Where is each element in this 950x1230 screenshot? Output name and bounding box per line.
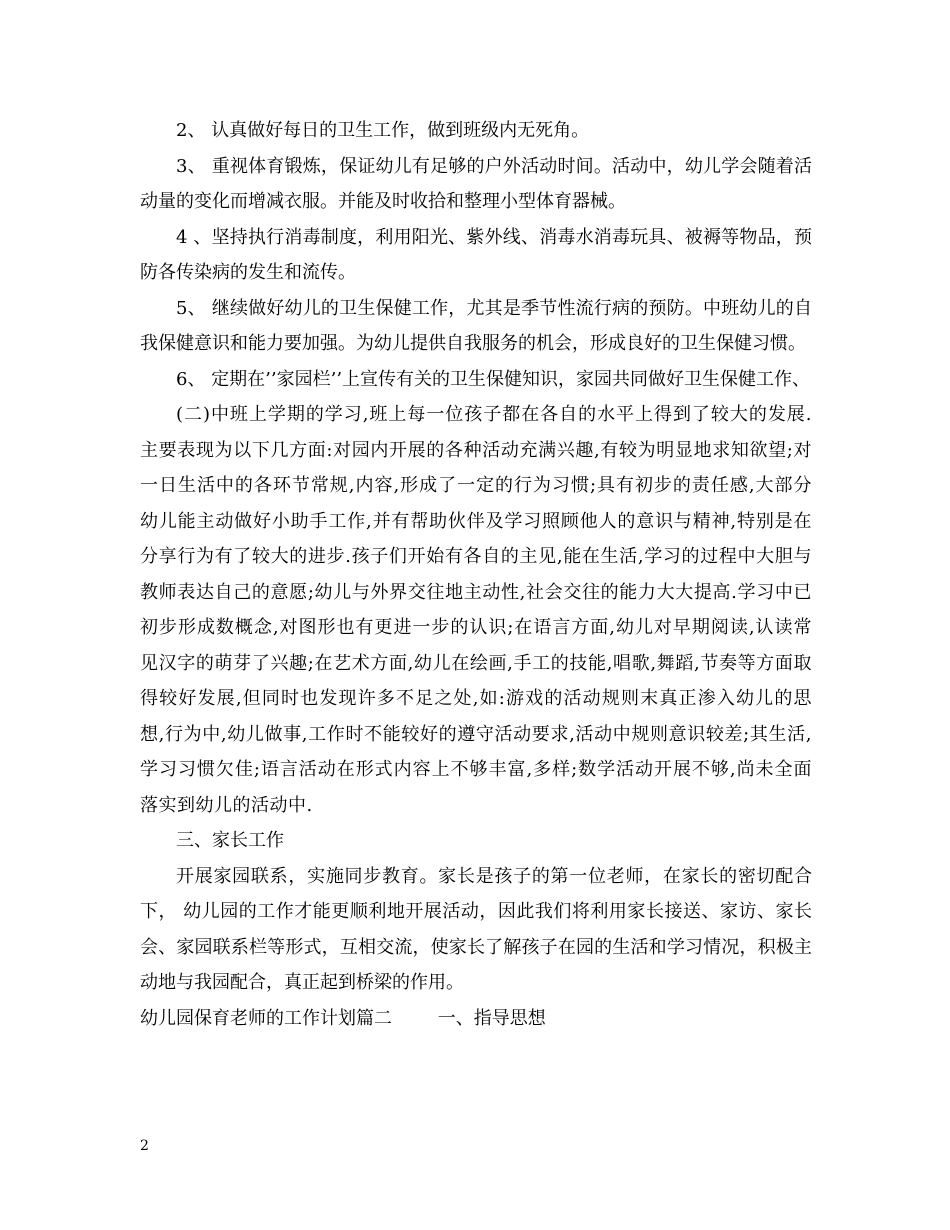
paragraph-item-6: 6、 定期在’’家园栏’’上宣传有关的卫生保健知识，家园共同做好卫生保健工作、 [176, 368, 811, 390]
next-plan-heading [140, 1001, 812, 1037]
paragraph-item-2: 2、 认真做好每日的卫生工作，做到班级内无死角。 [176, 120, 590, 141]
paragraph-parent-work: 开展家园联系，实施同步教育。家长是孩子的第一位老师，在家长的密切配合下， 幼儿园的工作才能更顺利地开展活动，因此我们将利用家长接送、家访、家长会、家园联系栏等形式，互相交流，使家长了解孩子在园的生活和学习情况，积极主动地与我园配合，真正起到桥梁的作用。 [140, 865, 812, 993]
next-plan-title: 幼儿园保育老师的工作计划篇二 [140, 1007, 392, 1029]
paragraph-item-3: 3、 重视体育锻炼，保证幼儿有足够的户外活动时间。活动中，幼儿学会随着活动量的变化而增减衣服。并能及时收拾和整理小型体育器械。 [140, 155, 812, 212]
paragraph-item-5: 5、 继续做好幼儿的卫生保健工作，尤其是季节性流行病的预防。中班幼儿的自我保健意识和能力要加强。为幼儿提供自我服务的机会，形成良好的卫生保健习惯。 [140, 297, 812, 354]
section-heading-parent-work: 三、家长工作 [176, 830, 284, 851]
page-content [140, 113, 812, 1036]
paragraph-item-4: 4 、坚持执行消毒制度，利用阳光、紫外线、消毒水消毒玩具、被褥等物品，预防各传染病的发生和流传。 [140, 226, 812, 283]
next-plan-section: 一、指导思想 [437, 1007, 546, 1029]
paragraph-study-summary: (二)中班上学期的学习,班上每一位孩子都在各自的水平上得到了较大的发展.主要表现为以下几方面:对园内开展的各种活动充满兴趣,有较为明显地求知欲望;对一日生活中的各环节常规,内容,形成了一定的行为习惯;具有初步的责任感,大部分幼儿能主动做好小助手工作,并有帮助伙伴及学习照顾他人的意识与精神,特别是在分享行为有了较大的进步.孩子们开始有各自的主见,能在生活,学习的过程中大胆与教师表达自己的意愿;幼儿与外界交往地主动性,社会交往的能力大大提高.学习中已初步形成数概念,对图形也有更进一步的认识;在语言方面,幼儿对早期阅读,认读常见汉字的萌芽了兴趣;在艺术方面,幼儿在绘画,手工的技能,唱歌,舞蹈,节奏等方面取得较好发展,但同时也发现许多不足之处,如:游戏的活动规则末真正渗入幼儿的思想,行为中,幼儿做事,工作时不能较好的遵守活动要求,活动中规则意识较差;其生活,学习习惯欠佳;语言活动在形式内容上不够丰富,多样;数学活动开展不够,尚未全面落实到幼儿的活动中. [140, 404, 812, 816]
page-number: 2 [140, 1138, 149, 1154]
